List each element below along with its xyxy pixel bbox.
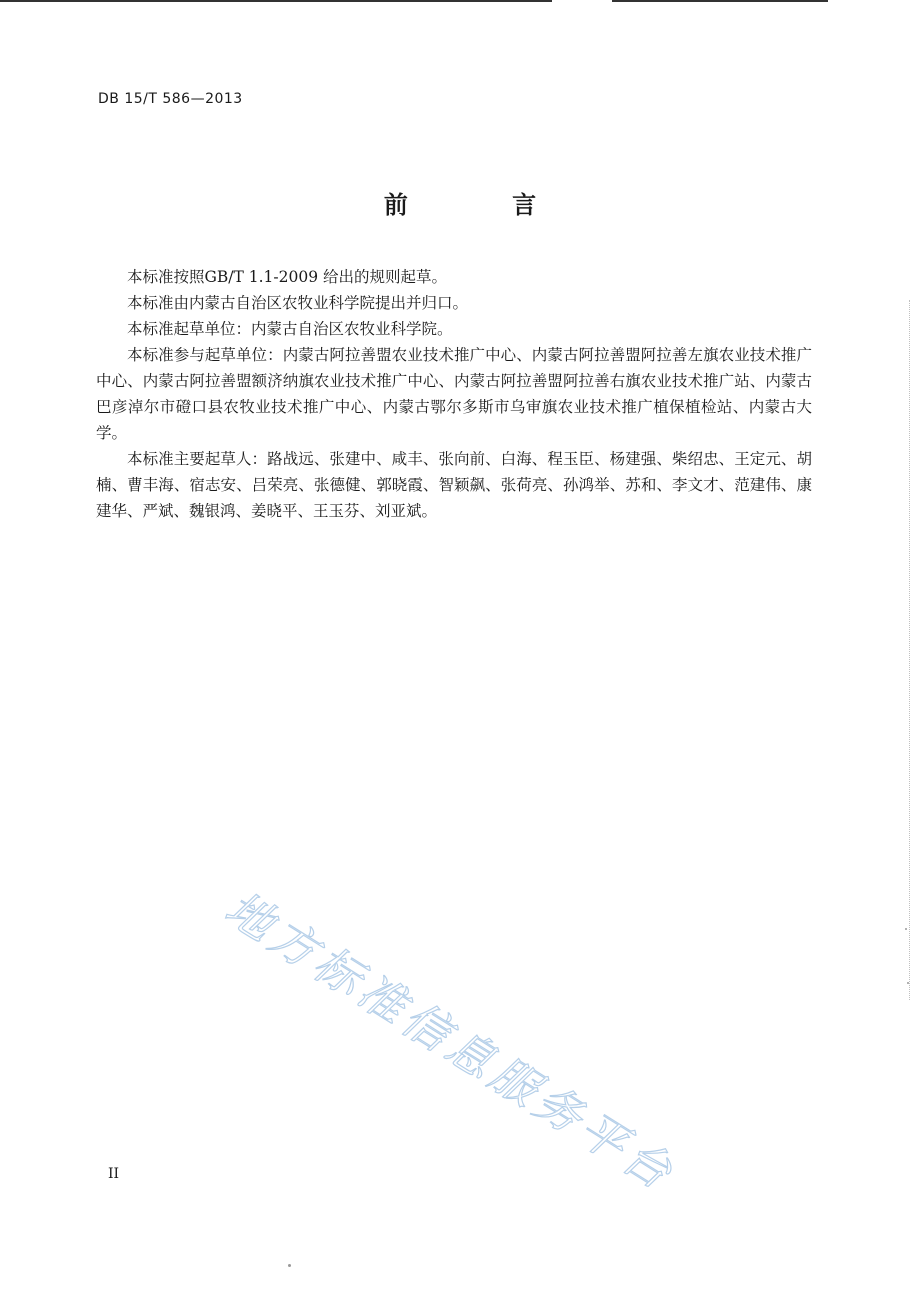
watermark-text: 地方标准信息服务平台	[216, 880, 686, 1202]
paragraph-participating-units: 本标准参与起草单位：内蒙古阿拉善盟农业技术推广中心、内蒙古阿拉善盟阿拉善左旗农业技术推广中心、内蒙古阿拉善盟额济纳旗农业技术推广中心、内蒙古阿拉善盟阿拉善右旗农业技术推广站、内蒙古巴彦淖尔市磴口县农牧业技术推广中心、内蒙古鄂尔多斯市乌审旗农业技术推广植保植检站、内蒙古大学。	[96, 346, 812, 442]
paragraph-main-drafters: 本标准主要起草人：路战远、张建中、咸丰、张向前、白海、程玉臣、杨建强、柴绍忠、王定元、胡楠、曹丰海、宿志安、吕荣亮、张德健、郭晓霞、智颖飙、张荷亮、孙鸿举、苏和、李文才、范建伟、康建华、严斌、魏银鸿、姜晓平、王玉芬、刘亚斌。	[96, 450, 812, 520]
paragraph-proposer: 本标准由内蒙古自治区农牧业科学院提出并归口。	[127, 294, 469, 312]
scan-speck	[288, 1264, 291, 1267]
document-code: DB 15/T 586—2013	[98, 91, 243, 107]
top-border-rule-right	[612, 0, 828, 2]
scan-speck	[907, 982, 909, 984]
page-number: II	[108, 1166, 120, 1182]
paragraph-drafting-unit: 本标准起草单位：内蒙古自治区农牧业科学院。	[127, 320, 453, 338]
scan-edge-marks	[907, 300, 910, 1000]
scan-speck	[905, 928, 907, 930]
paragraph-drafting-rules: 本标准按照GB/T 1.1-2009 给出的规则起草。	[127, 268, 448, 286]
page-title: 前 言	[383, 191, 585, 219]
top-border-rule	[0, 0, 552, 2]
foreword-body	[96, 264, 812, 524]
